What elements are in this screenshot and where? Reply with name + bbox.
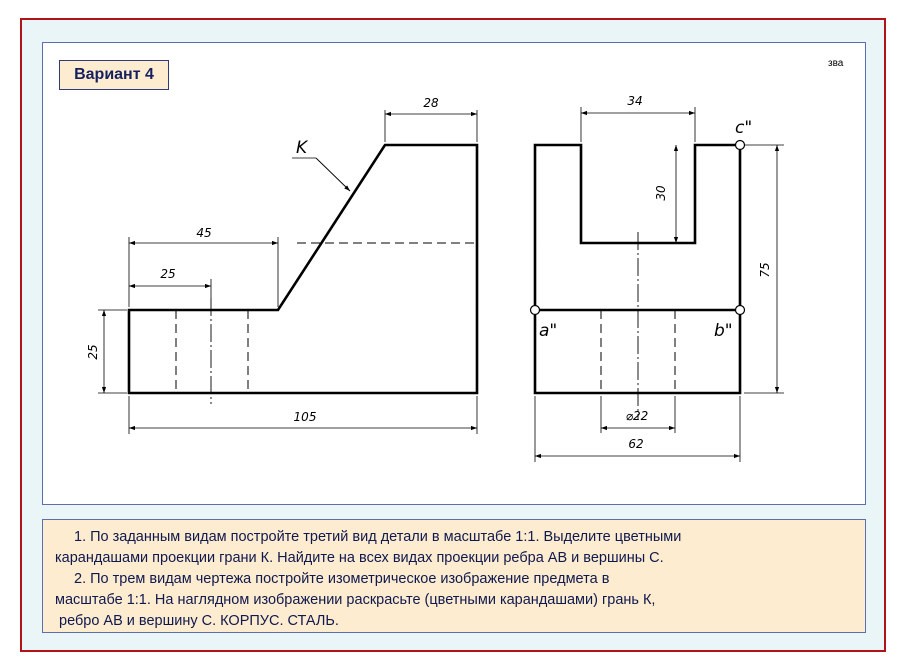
dim-diameter-22: ⌀22 xyxy=(625,409,649,423)
task-line-4: масштабе 1:1. На наглядном изображении раскрасьте (цветными карандашами) грань К, xyxy=(55,592,656,608)
dim-25-horizontal: 25 xyxy=(160,267,176,281)
task-line-2: карандашами проекции грани К. Найдите на всех видах проекции ребра АВ и вершины С. xyxy=(55,550,664,566)
label-c: c" xyxy=(735,118,753,138)
dim-45: 45 xyxy=(196,226,212,240)
label-a: a" xyxy=(539,321,558,341)
task-text-box xyxy=(42,519,866,633)
dim-62: 62 xyxy=(628,437,644,451)
side-view-outline xyxy=(535,145,740,393)
dim-25-vertical: 25 xyxy=(86,344,100,360)
edge-label-k: K xyxy=(296,138,308,158)
side-view xyxy=(531,94,785,462)
point-a xyxy=(531,306,540,315)
author-tag: зва xyxy=(828,58,844,69)
dim-105: 105 xyxy=(293,410,317,424)
dim-75: 75 xyxy=(758,262,772,278)
front-view-outline xyxy=(129,145,477,393)
dim-34: 34 xyxy=(627,94,643,108)
task-line-3: 2. По трем видам чертежа постройте изометрическое изображение предмета в xyxy=(74,571,610,587)
variant-label: Вариант 4 xyxy=(59,60,169,90)
task-line-5: ребро АВ и вершину С. КОРПУС. СТАЛЬ. xyxy=(59,613,339,629)
dim-30: 30 xyxy=(654,185,668,201)
point-b xyxy=(736,306,745,315)
front-view xyxy=(86,96,477,434)
dim-28: 28 xyxy=(423,96,439,110)
label-b: b" xyxy=(714,321,733,341)
point-c xyxy=(736,141,745,150)
task-line-1: 1. По заданным видам постройте третий вид детали в масштабе 1:1. Выделите цветными xyxy=(74,529,682,545)
